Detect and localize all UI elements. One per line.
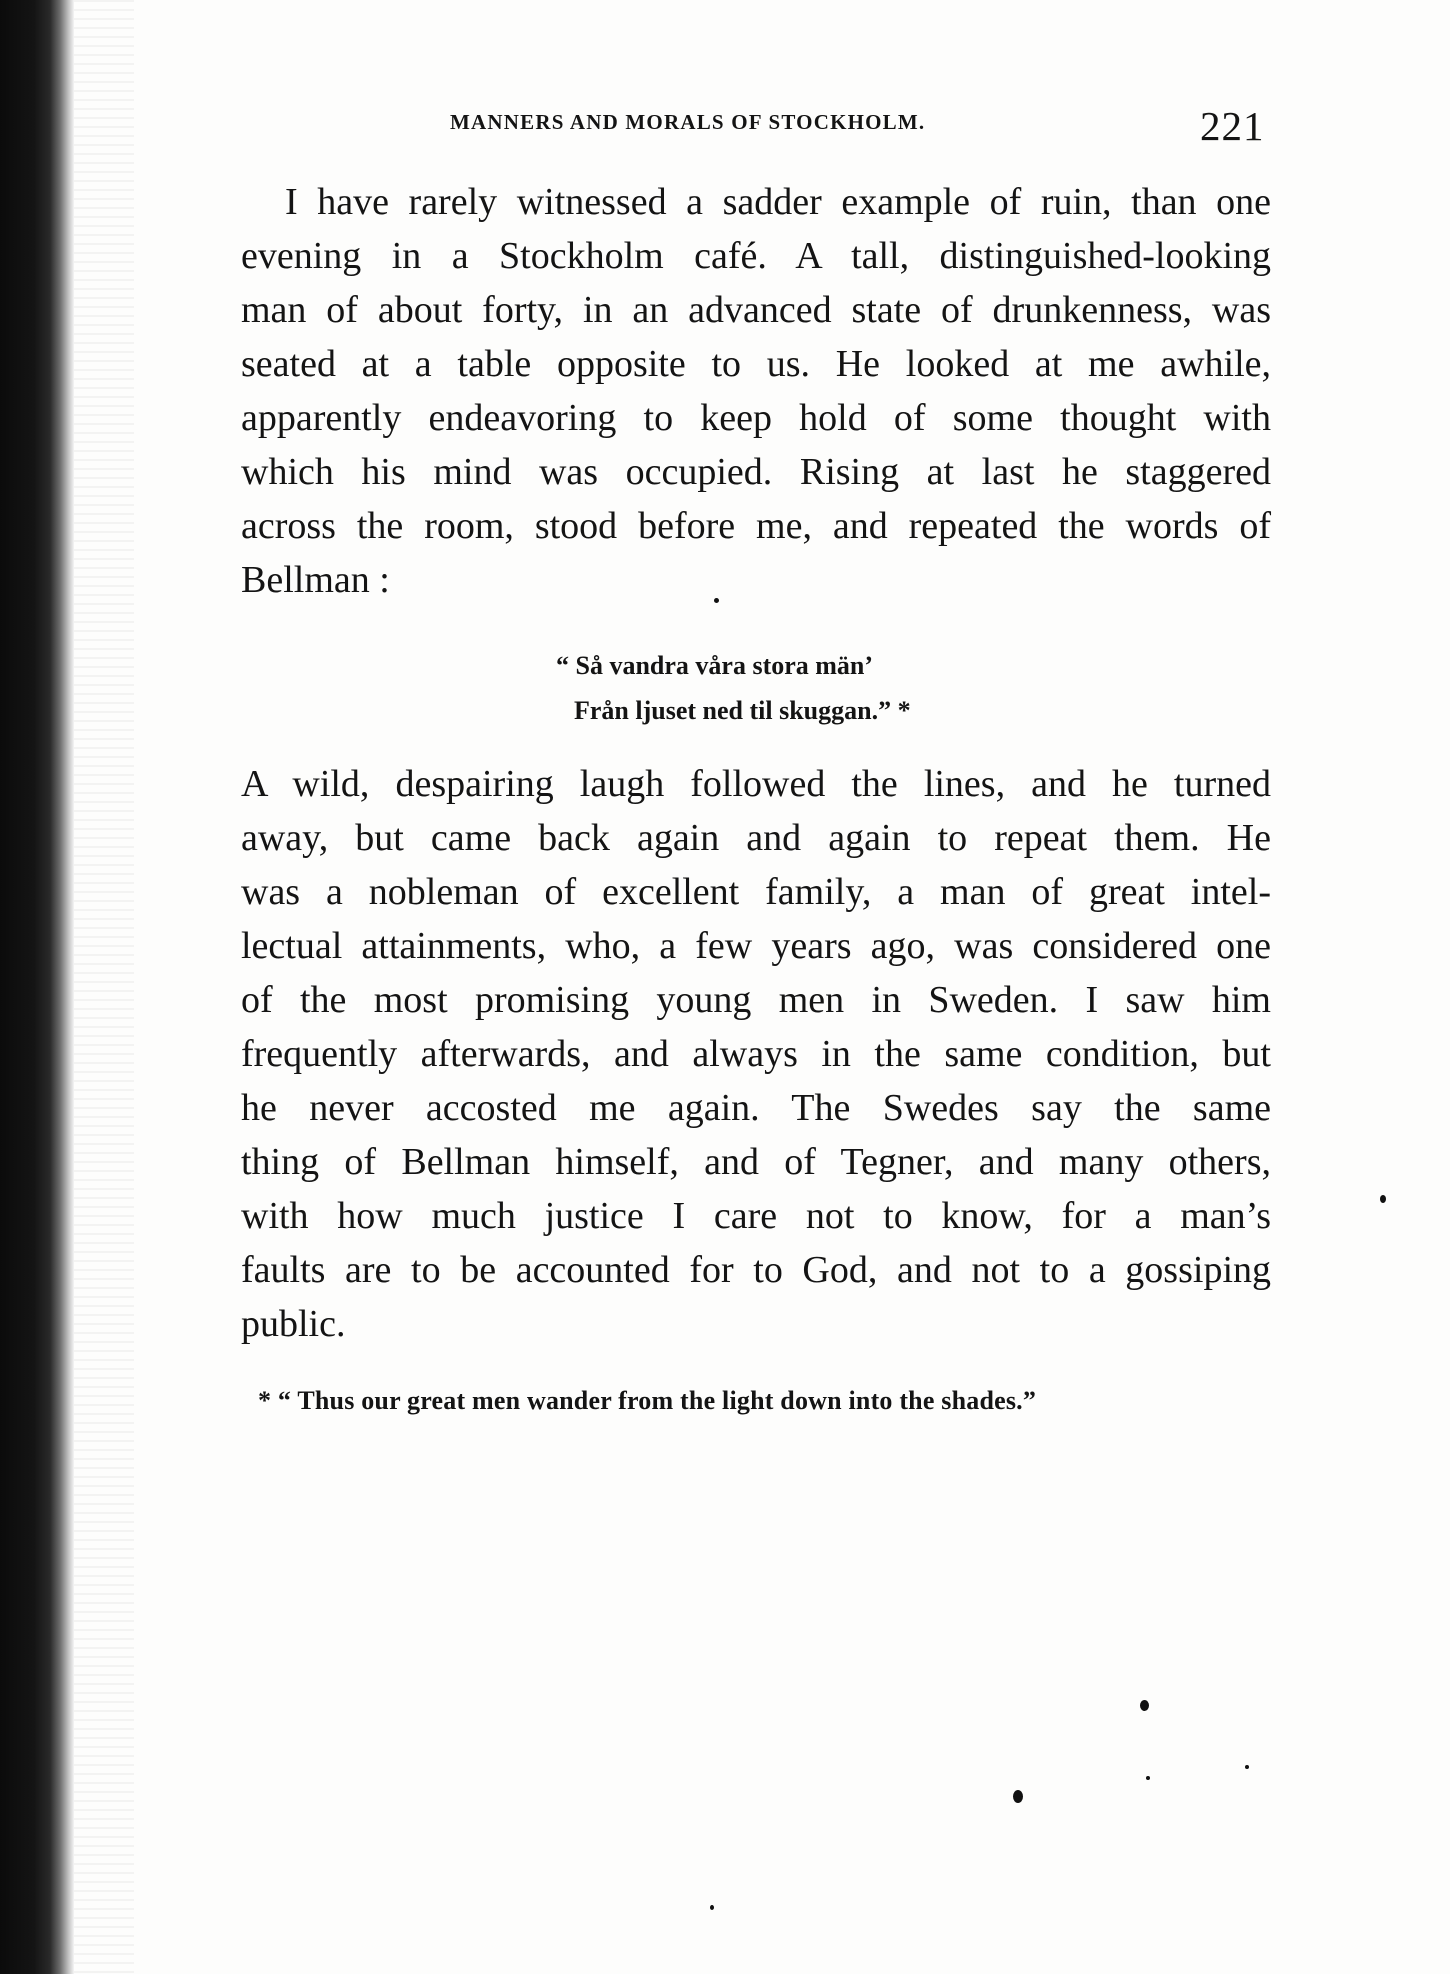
paragraph-line: seated at a table opposite to us. He looked at me awhile, <box>241 343 1271 385</box>
ink-speck <box>1013 1790 1023 1803</box>
bellman-verse <box>556 643 911 733</box>
page-number: 221 <box>1200 103 1265 149</box>
paragraph-line: away, but came back again and again to repeat them. He <box>241 817 1271 859</box>
ink-speck <box>1245 1765 1249 1769</box>
binding-edge <box>0 0 74 1974</box>
footnote: * “ Thus our great men wander from the light down into the shades.” <box>258 1386 1037 1415</box>
paragraph-1 <box>241 175 1271 607</box>
paragraph-line: thing of Bellman himself, and of Tegner, and many others, <box>241 1141 1271 1183</box>
ink-speck <box>710 1905 714 1910</box>
paragraph-line: which his mind was occupied. Rising at last he staggered <box>241 451 1271 493</box>
paragraph-line: across the room, stood before me, and repeated the words of <box>241 505 1271 547</box>
paragraph-line: man of about forty, in an advanced state of drunkenness, was <box>241 289 1271 331</box>
paragraph-line: evening in a Stockholm café. A tall, distinguished-looking <box>241 235 1271 277</box>
verse-line: Från ljuset ned til skuggan.” * <box>574 696 911 725</box>
paragraph-line: apparently endeavoring to keep hold of some thought with <box>241 397 1271 439</box>
verse-line: “ Så vandra våra stora män’ <box>556 651 874 680</box>
paragraph-line: I have rarely witnessed a sadder example of ruin, than one <box>285 181 1271 223</box>
ink-speck <box>714 598 719 603</box>
paragraph-line: public. <box>241 1303 346 1345</box>
paragraph-line: Bellman : <box>241 559 390 601</box>
paragraph-line: was a nobleman of excellent family, a man of great intel- <box>241 871 1271 913</box>
paragraph-2 <box>241 757 1271 1351</box>
paragraph-line: A wild, despairing laugh followed the lines, and he turned <box>241 763 1271 805</box>
ink-speck <box>1380 1195 1386 1203</box>
scan-noise <box>74 0 134 1974</box>
paragraph-line: he never accosted me again. The Swedes say the same <box>241 1087 1271 1129</box>
paragraph-line: with how much justice I care not to know, for a man’s <box>241 1195 1271 1237</box>
paragraph-line: lectual attainments, who, a few years ago, was considered one <box>241 925 1271 967</box>
running-title: MANNERS AND MORALS OF STOCKHOLM. <box>450 110 926 134</box>
ink-speck <box>1140 1700 1149 1711</box>
paragraph-line: frequently afterwards, and always in the same condition, but <box>241 1033 1271 1075</box>
paragraph-line: faults are to be accounted for to God, and not to a gossiping <box>241 1249 1271 1291</box>
ink-speck <box>1146 1776 1150 1780</box>
paragraph-line: of the most promising young men in Sweden. I saw him <box>241 979 1271 1021</box>
